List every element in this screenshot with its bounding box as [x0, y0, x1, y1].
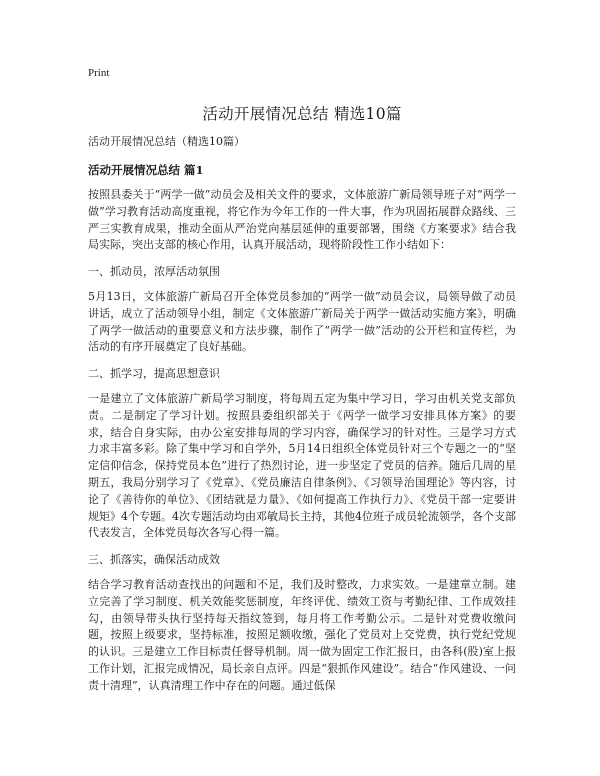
print-link[interactable]: Print	[88, 67, 110, 79]
document-title: 活动开展情况总结 精选10篇	[202, 105, 402, 123]
document-page	[88, 66, 516, 695]
section-heading: 活动开展情况总结 篇1	[88, 163, 204, 177]
paragraph-study: 一是建立了文体旅游广新局学习制度，将每周五定为集中学习日，学习由机关党支部负责。二是制定了学习计划。按照县委组织部关于《两学一做学习安排具体方案》的要求，结合自身实际，由办公室安排每周的学习内容，确保学习的针对性。三是学习方式力求丰富多彩。除了集中学习和自学外，5月14日组织全体党员针对三个专题之一的“坚定信仰信念，保持党员本色”进行了热烈讨论，进一步坚定了党员的信养。随后几周的星期五，我局分别学习了《党章》、《党员廉洁自律条例》、《习领导治国理论》等内容，讨论了《善待你的单位》、《团结就是力量》、《如何提高工作执行力》、《党员干部一定要讲规矩》4个专题。4次专题活动均由邓敏局长主持，其他4位班子成员轮流领学，各个支部代表发言，全体党员每次各写心得一篇。	[88, 391, 516, 540]
paragraph-implementation: 结合学习教育活动查找出的问题和不足，我们及时整改，力求实效。一是建章立制。建立完善了学习制度、机关效能奖惩制度，年终评优、绩效工资与考勤纪律、工作成效挂勾，由领导带头执行坚持每天指纹签到，每月将工作考勤公示。二是针对党费收缴问题，按照上级要求，坚持标准，按照足额收缴，强化了党员对上交党费，执行党纪党规的认识。三是建立工作目标责任督导机制。周一做为固定工作汇报日，由各科(股)室上报工作计划，汇报完成情况，局长亲自点评。四是“狠抓作风建设”。结合“作风建设、一问责十清理”，认真清理工作中存在的问题。通过低保	[88, 577, 516, 692]
subheading-implementation: 三、抓落实，确保活动成效	[88, 553, 220, 567]
intro-paragraph: 按照县委关于“两学一做”动员会及相关文件的要求，文体旅游广新局领导班子对“两学一做”学习教育活动高度重视，将它作为今年工作的一件大事，作为巩固拓展群众路线、三严三实教育成果，推动全面从严治党向基层延伸的重要部署，围绕《方案要求》结合我局实际，突出支部的核心作用，认真开展活动，现将阶段性工作小结如下：	[88, 188, 516, 252]
subheading-study: 二、抓学习，提高思想意识	[88, 367, 220, 381]
paragraph-mobilization: 5月13日，文体旅游广新局召开全体党员参加的“两学一做”动员会议，局领导做了动员讲话，成立了活动领导小组，制定《文体旅游广新局关于两学一做活动实施方案》，明确了两学一做活动的重要意义和方法步骤，制作了“两学一做”活动的公开栏和宣传栏，为活动的有序开展奠定了良好基础。	[88, 289, 516, 354]
subheading-mobilization: 一、抓动员，浓厚活动氛围	[88, 265, 220, 279]
document-subtitle: 活动开展情况总结（精选10篇）	[88, 135, 245, 148]
